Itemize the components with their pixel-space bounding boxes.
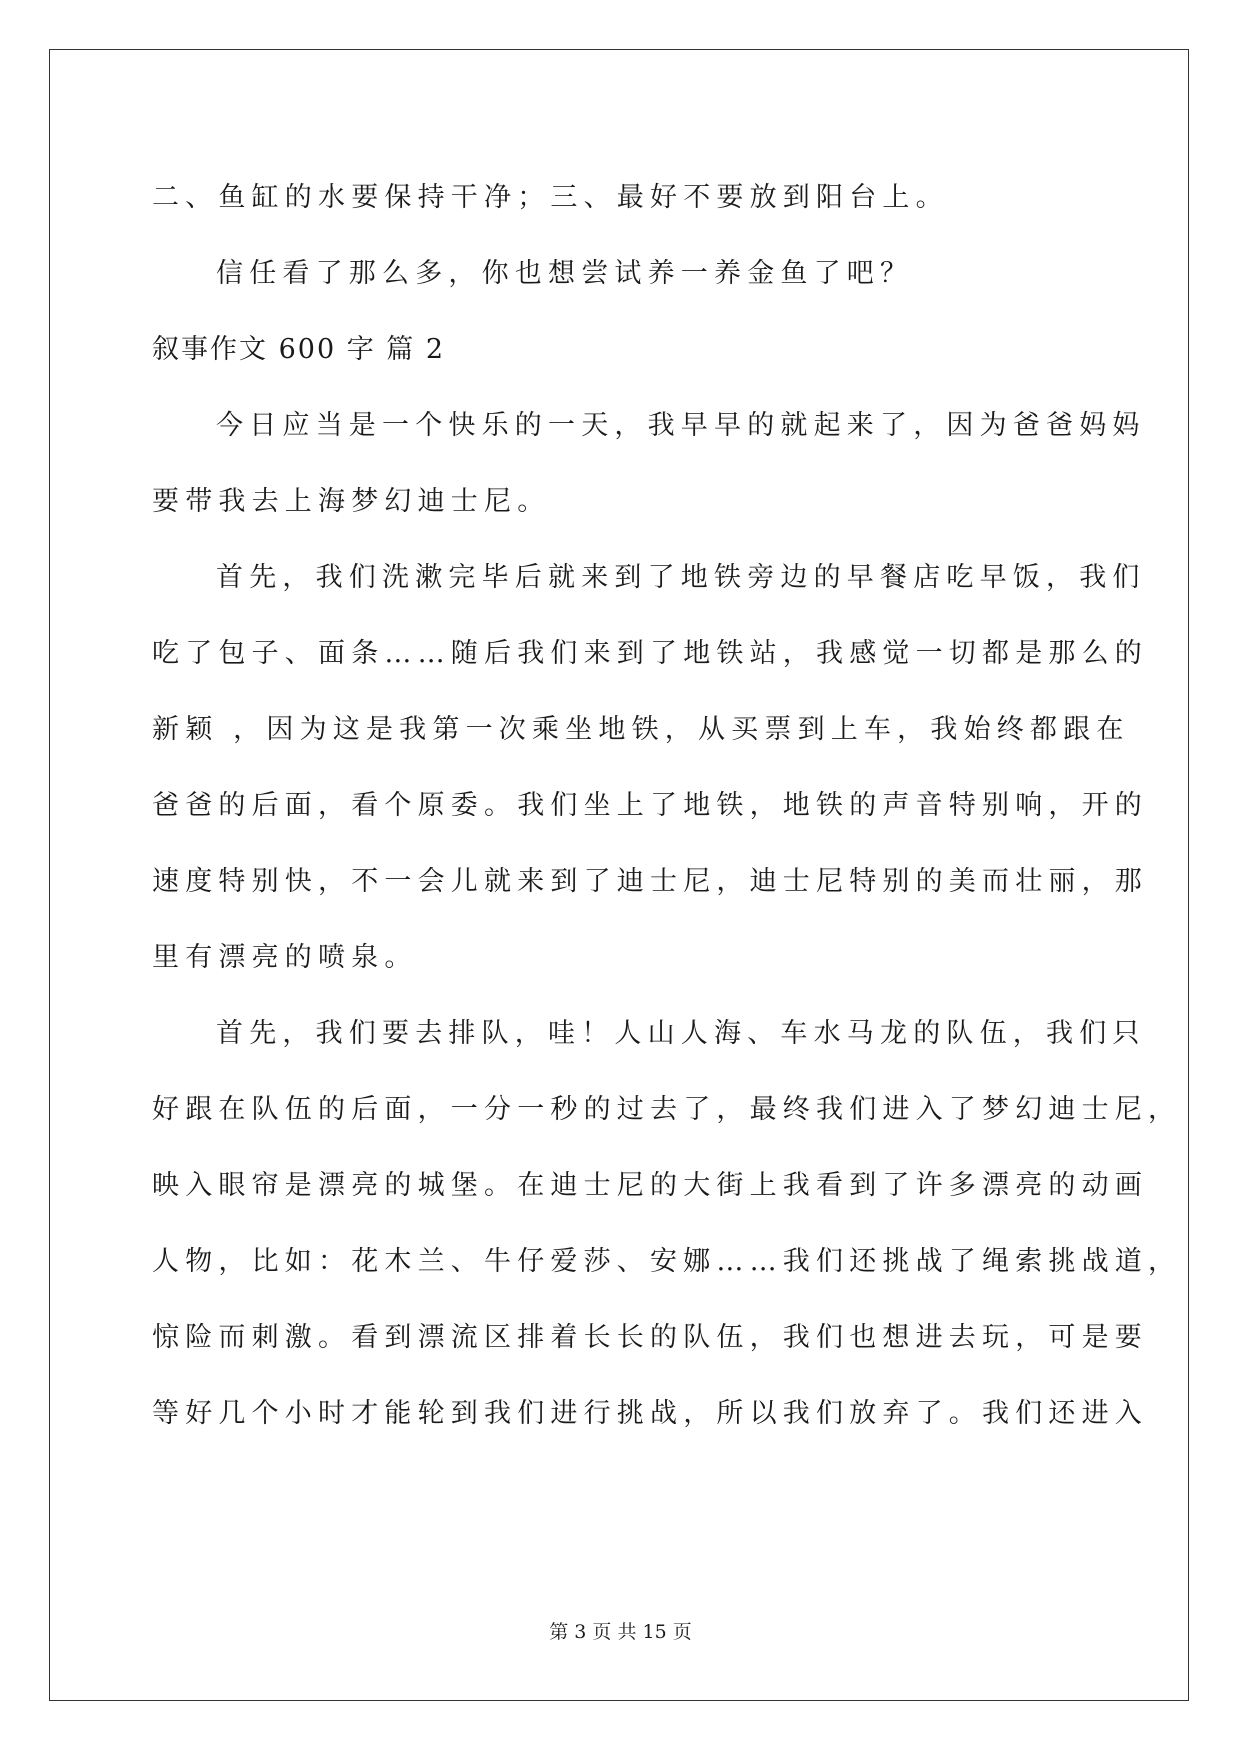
text-line: 等好几个小时才能轮到我们进行挑战，所以我们放弃了。我们还进入	[152, 1398, 1148, 1429]
text-line: 爸爸的后面，看个原委。我们坐上了地铁，地铁的声音特别响，开的	[152, 790, 1148, 821]
text-line: 要带我去上海梦幻迪士尼。	[152, 486, 551, 517]
document-body	[152, 160, 1182, 1452]
text-line: 好跟在队伍的后面，一分一秒的过去了，最终我们进入了梦幻迪士尼，	[152, 1094, 1182, 1125]
text-line: 映入眼帘是漂亮的城堡。在迪士尼的大街上我看到了许多漂亮的动画	[152, 1170, 1148, 1201]
text-line: 首先，我们要去排队，哇！人山人海、车水马龙的队伍，我们只	[216, 1018, 1146, 1049]
text-line: 人物，比如：花木兰、牛仔爱莎、安娜……我们还挑战了绳索挑战道，	[152, 1246, 1182, 1277]
text-line: 新颖 ，因为这是我第一次乘坐地铁，从买票到上车，我始终都跟在	[152, 714, 1130, 745]
section-heading: 叙事作文 600 字 篇 2	[152, 334, 446, 365]
text-line: 二、鱼缸的水要保持干净；三、最好不要放到阳台上。	[152, 182, 949, 213]
text-line: 速度特别快，不一会儿就来到了迪士尼，迪士尼特别的美而壮丽，那	[152, 866, 1148, 897]
text-line: 今日应当是一个快乐的一天，我早早的就起来了，因为爸爸妈妈	[216, 410, 1146, 441]
page-number: 第 3 页 共 15 页	[549, 1621, 692, 1643]
text-line: 里有漂亮的喷泉。	[152, 942, 418, 973]
text-line: 首先，我们洗漱完毕后就来到了地铁旁边的早餐店吃早饭，我们	[216, 562, 1146, 593]
text-line: 信任看了那么多，你也想尝试养一养金鱼了吧？	[216, 258, 914, 289]
text-line: 惊险而刺激。看到漂流区排着长长的队伍，我们也想进去玩，可是要	[152, 1322, 1148, 1353]
text-line: 吃了包子、面条……随后我们来到了地铁站，我感觉一切都是那么的	[152, 638, 1148, 669]
